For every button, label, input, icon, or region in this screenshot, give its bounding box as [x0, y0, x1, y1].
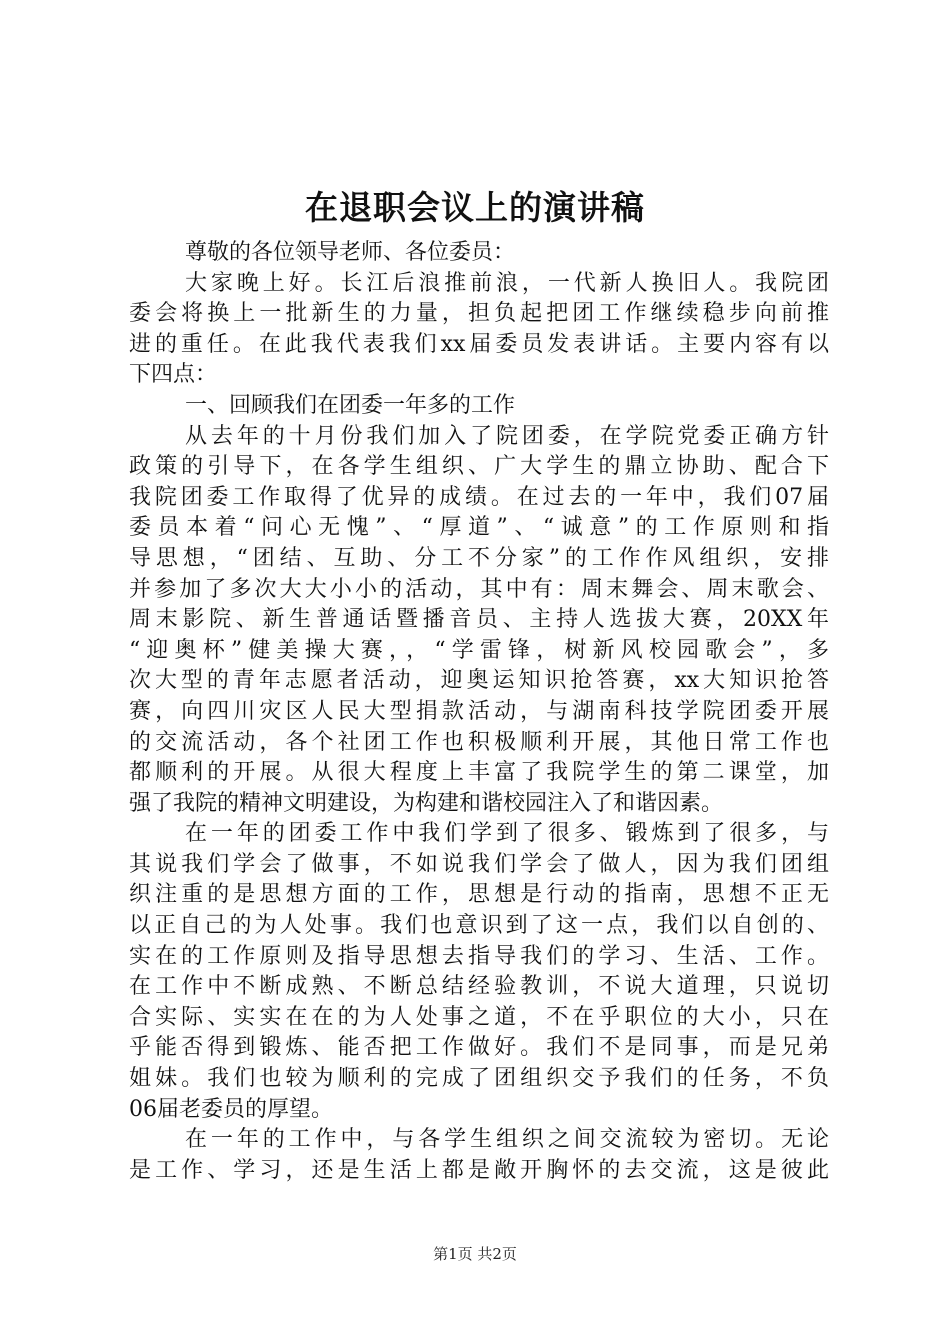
text-line: 大家晚上好。长江后浪推前浪，一代新人换旧人。我院团: [185, 270, 829, 296]
text-line: 我院团委工作取得了优异的成绩。在过去的一年中，我们07届: [129, 484, 829, 510]
text-line: 在一年的团委工作中我们学到了很多、锻炼到了很多，与: [185, 821, 829, 847]
text-line: 一、回顾我们在团委一年多的工作: [185, 392, 516, 418]
text-line: 织注重的是思想方面的工作，思想是行动的指南，思想不正无: [129, 882, 829, 908]
text-line: 政策的引导下，在各学生组织、广大学生的鼎立协助、配合下: [129, 454, 829, 480]
text-line: 姐妹。我们也较为顺利的完成了团组织交予我们的任务，不负: [129, 1066, 829, 1092]
text-line: 06届老委员的厚望。: [129, 1096, 333, 1122]
text-line: 赛，向四川灾区人民大型捐款活动，与湖南科技学院团委开展: [129, 698, 829, 724]
text-line: 乎能否得到锻炼、能否把工作做好。我们不是同事，而是兄弟: [129, 1035, 829, 1061]
text-line: 进的重任。在此我代表我们xx届委员发表讲话。主要内容有以: [129, 331, 829, 357]
text-line: 下四点：: [129, 362, 218, 388]
text-line: 导思想，“团结、互助、分工不分家”的工作作风组织，安排: [129, 545, 829, 571]
text-line: 实在的工作原则及指导思想去指导我们的学习、生活、工作。: [129, 943, 829, 969]
text-line: “迎奥杯”健美操大赛，，“学雷锋，树新风校园歌会”，多: [129, 637, 829, 663]
page-footer: 第1页 共2页: [433, 1245, 517, 1263]
text-line: 强了我院的精神文明建设，为构建和谐校园注入了和谐因素。: [129, 790, 724, 816]
text-line: 在工作中不断成熟、不断总结经验教训，不说大道理，只说切: [129, 974, 829, 1000]
text-line: 是工作、学习，还是生活上都是敞开胸怀的去交流，这是彼此: [129, 1157, 829, 1183]
text-line: 的交流活动，各个社团工作也积极顺利开展，其他日常工作也: [129, 729, 829, 755]
document-title: 在退职会议上的演讲稿: [305, 188, 645, 227]
text-line: 以正自己的为人处事。我们也意识到了这一点，我们以自创的、: [129, 913, 829, 939]
text-line: 尊敬的各位领导老师、各位委员：: [185, 240, 516, 265]
document-body: [129, 238, 829, 1186]
text-line: 都顺利的开展。从很大程度上丰富了我院学生的第二课堂，加: [129, 760, 829, 786]
text-line: 在一年的工作中，与各学生组织之间交流较为密切。无论: [185, 1127, 829, 1153]
text-line: 从去年的十月份我们加入了院团委，在学院党委正确方针: [185, 423, 829, 449]
text-line: 次大型的青年志愿者活动，迎奥运知识抢答赛，xx大知识抢答: [129, 668, 829, 694]
text-line: 周末影院、新生普通话暨播音员、主持人选拔大赛，20XX年: [129, 607, 829, 633]
text-line: 委员本着“问心无愧”、“厚道”、“诚意”的工作原则和指: [129, 515, 829, 541]
text-line: 其说我们学会了做事，不如说我们学会了做人，因为我们团组: [129, 851, 829, 877]
text-line: 合实际、实实在在的为人处事之道，不在乎职位的大小，只在: [129, 1004, 829, 1030]
text-line: 委会将换上一批新生的力量，担负起把团工作继续稳步向前推: [129, 301, 829, 327]
text-line: 并参加了多次大大小小的活动，其中有：周末舞会、周末歌会、: [129, 576, 829, 602]
